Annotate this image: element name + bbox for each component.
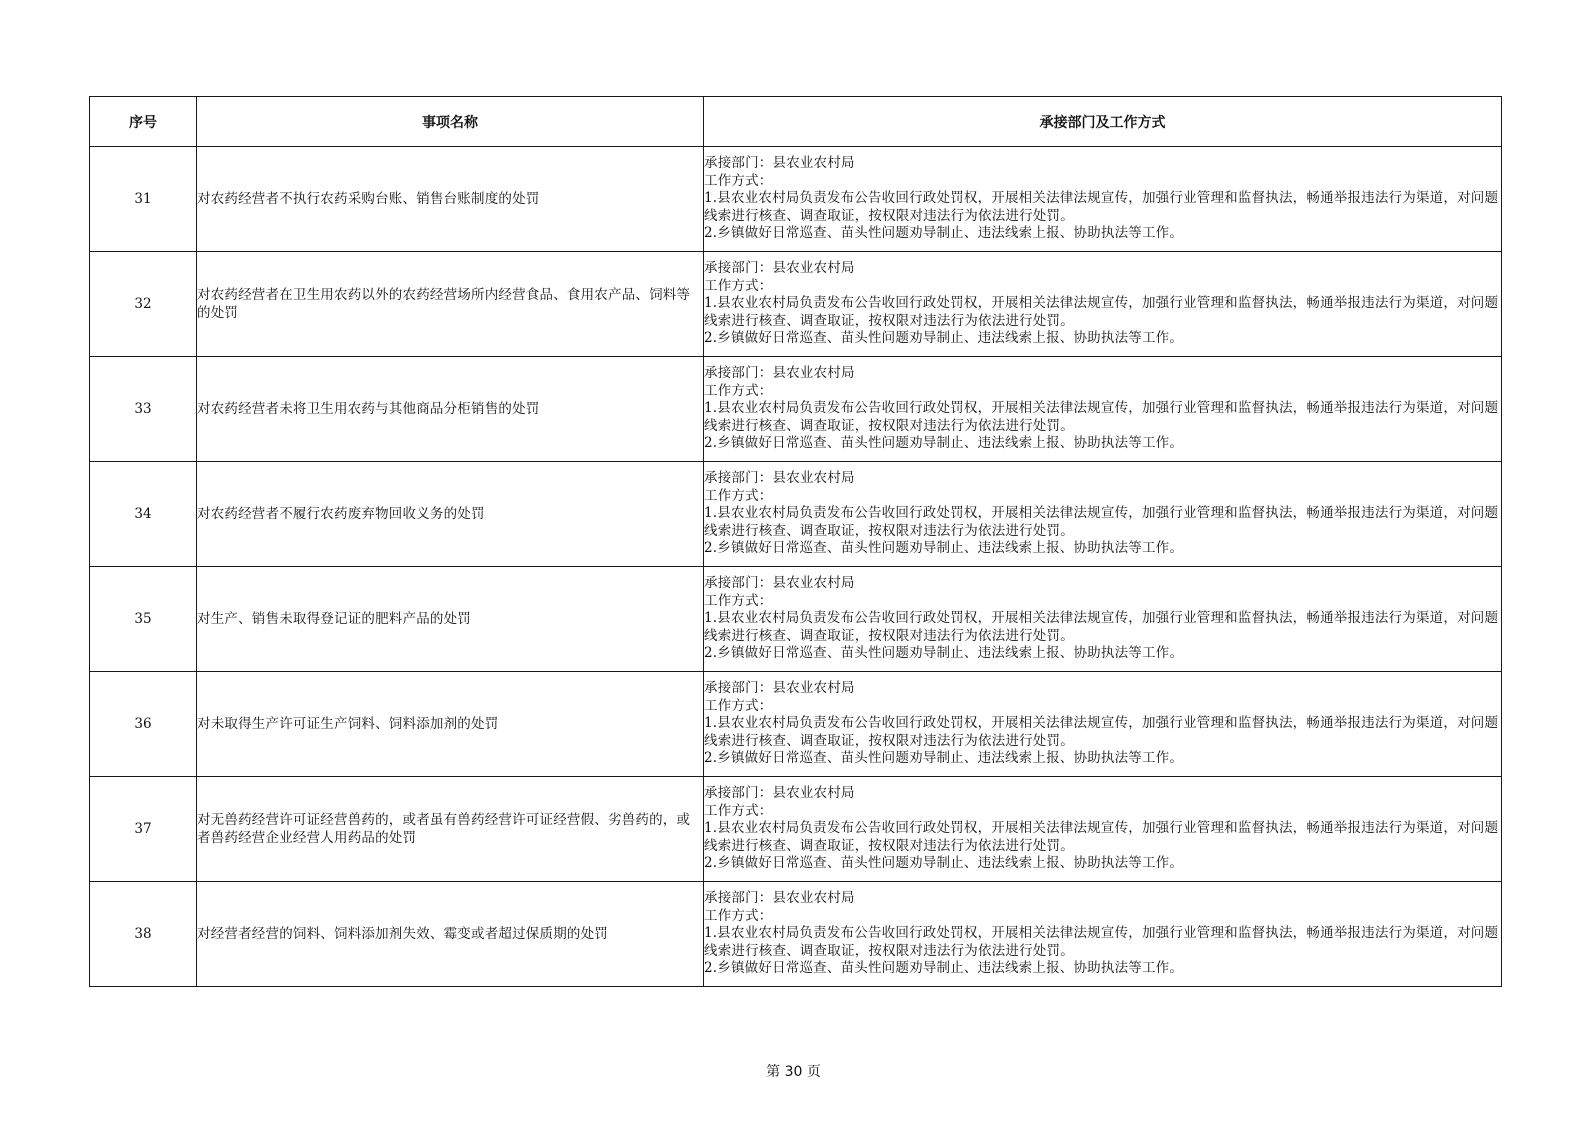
method-item-1: 1.县农业农村局负责发布公告收回行政处罚权，开展相关法律法规宣传，加强行业管理和监督执法，畅通举报违法行为渠道，对问题线索进行核查、调查取证，按权限对违法行为依法进行处罚。	[704, 400, 1499, 434]
table-row	[90, 147, 1502, 252]
header-serial-number: 序号	[90, 97, 197, 147]
department-line: 承接部门：县农业农村局	[704, 575, 855, 592]
row-department-method	[704, 252, 1502, 357]
table-row	[90, 672, 1502, 777]
department-line: 承接部门：县农业农村局	[704, 365, 855, 382]
method-label: 工作方式：	[704, 277, 773, 294]
row-serial-number: 38	[90, 882, 197, 987]
table-header-row	[90, 97, 1502, 147]
row-item-name: 对农药经营者在卫生用农药以外的农药经营场所内经营食品、食用农产品、饲料等的处罚	[197, 252, 704, 357]
method-item-2: 2.乡镇做好日常巡查、苗头性问题劝导制止、违法线索上报、协助执法等工作。	[704, 540, 1184, 557]
method-label: 工作方式：	[704, 697, 773, 714]
department-line: 承接部门：县农业农村局	[704, 470, 855, 487]
table-row	[90, 882, 1502, 987]
method-item-2: 2.乡镇做好日常巡查、苗头性问题劝导制止、违法线索上报、协助执法等工作。	[704, 435, 1184, 452]
method-label: 工作方式：	[704, 172, 773, 189]
row-department-method	[704, 357, 1502, 462]
method-item-1: 1.县农业农村局负责发布公告收回行政处罚权，开展相关法律法规宣传，加强行业管理和监督执法，畅通举报违法行为渠道，对问题线索进行核查、调查取证，按权限对违法行为依法进行处罚。	[704, 295, 1499, 329]
table-row	[90, 777, 1502, 882]
method-label: 工作方式：	[704, 382, 773, 399]
row-serial-number: 37	[90, 777, 197, 882]
method-item-2: 2.乡镇做好日常巡查、苗头性问题劝导制止、违法线索上报、协助执法等工作。	[704, 750, 1184, 767]
method-item-1: 1.县农业农村局负责发布公告收回行政处罚权，开展相关法律法规宣传，加强行业管理和监督执法，畅通举报违法行为渠道，对问题线索进行核查、调查取证，按权限对违法行为依法进行处罚。	[704, 820, 1499, 854]
method-label: 工作方式：	[704, 592, 773, 609]
method-label: 工作方式：	[704, 907, 773, 924]
method-item-1: 1.县农业农村局负责发布公告收回行政处罚权，开展相关法律法规宣传，加强行业管理和监督执法，畅通举报违法行为渠道，对问题线索进行核查、调查取证，按权限对违法行为依法进行处罚。	[704, 610, 1499, 644]
department-line: 承接部门：县农业农村局	[704, 260, 855, 277]
row-item-name: 对无兽药经营许可证经营兽药的，或者虽有兽药经营许可证经营假、劣兽药的，或者兽药经营企业经营人用药品的处罚	[197, 777, 704, 882]
row-serial-number: 36	[90, 672, 197, 777]
row-serial-number: 33	[90, 357, 197, 462]
table-row	[90, 357, 1502, 462]
row-serial-number: 32	[90, 252, 197, 357]
method-label: 工作方式：	[704, 802, 773, 819]
method-item-1: 1.县农业农村局负责发布公告收回行政处罚权，开展相关法律法规宣传，加强行业管理和监督执法，畅通举报违法行为渠道，对问题线索进行核查、调查取证，按权限对违法行为依法进行处罚。	[704, 715, 1499, 749]
row-department-method	[704, 882, 1502, 987]
items-table	[89, 96, 1502, 987]
row-department-method	[704, 147, 1502, 252]
method-label: 工作方式：	[704, 487, 773, 504]
method-item-2: 2.乡镇做好日常巡查、苗头性问题劝导制止、违法线索上报、协助执法等工作。	[704, 645, 1184, 662]
row-department-method	[704, 672, 1502, 777]
method-item-1: 1.县农业农村局负责发布公告收回行政处罚权，开展相关法律法规宣传，加强行业管理和监督执法，畅通举报违法行为渠道，对问题线索进行核查、调查取证，按权限对违法行为依法进行处罚。	[704, 925, 1499, 959]
row-serial-number: 35	[90, 567, 197, 672]
method-item-2: 2.乡镇做好日常巡查、苗头性问题劝导制止、违法线索上报、协助执法等工作。	[704, 960, 1184, 977]
row-item-name: 对农药经营者不履行农药废弃物回收义务的处罚	[197, 462, 704, 567]
method-item-2: 2.乡镇做好日常巡查、苗头性问题劝导制止、违法线索上报、协助执法等工作。	[704, 225, 1184, 242]
method-item-1: 1.县农业农村局负责发布公告收回行政处罚权，开展相关法律法规宣传，加强行业管理和监督执法，畅通举报违法行为渠道，对问题线索进行核查、调查取证，按权限对违法行为依法进行处罚。	[704, 505, 1499, 539]
row-department-method	[704, 777, 1502, 882]
table-row	[90, 252, 1502, 357]
table-row	[90, 567, 1502, 672]
row-item-name: 对未取得生产许可证生产饲料、饲料添加剂的处罚	[197, 672, 704, 777]
method-item-2: 2.乡镇做好日常巡查、苗头性问题劝导制止、违法线索上报、协助执法等工作。	[704, 855, 1184, 872]
row-item-name: 对农药经营者不执行农药采购台账、销售台账制度的处罚	[197, 147, 704, 252]
page-number: 第 30 页	[766, 1064, 821, 1080]
method-item-2: 2.乡镇做好日常巡查、苗头性问题劝导制止、违法线索上报、协助执法等工作。	[704, 330, 1184, 347]
method-item-1: 1.县农业农村局负责发布公告收回行政处罚权，开展相关法律法规宣传，加强行业管理和监督执法，畅通举报违法行为渠道，对问题线索进行核查、调查取证，按权限对违法行为依法进行处罚。	[704, 190, 1499, 224]
row-item-name: 对生产、销售未取得登记证的肥料产品的处罚	[197, 567, 704, 672]
row-department-method	[704, 567, 1502, 672]
department-line: 承接部门：县农业农村局	[704, 890, 855, 907]
row-serial-number: 34	[90, 462, 197, 567]
row-item-name: 对农药经营者未将卫生用农药与其他商品分柜销售的处罚	[197, 357, 704, 462]
header-department-method: 承接部门及工作方式	[704, 97, 1502, 147]
row-department-method	[704, 462, 1502, 567]
row-item-name: 对经营者经营的饲料、饲料添加剂失效、霉变或者超过保质期的处罚	[197, 882, 704, 987]
department-line: 承接部门：县农业农村局	[704, 680, 855, 697]
row-serial-number: 31	[90, 147, 197, 252]
table-row	[90, 462, 1502, 567]
header-item-name: 事项名称	[197, 97, 704, 147]
department-line: 承接部门：县农业农村局	[704, 155, 855, 172]
department-line: 承接部门：县农业农村局	[704, 785, 855, 802]
